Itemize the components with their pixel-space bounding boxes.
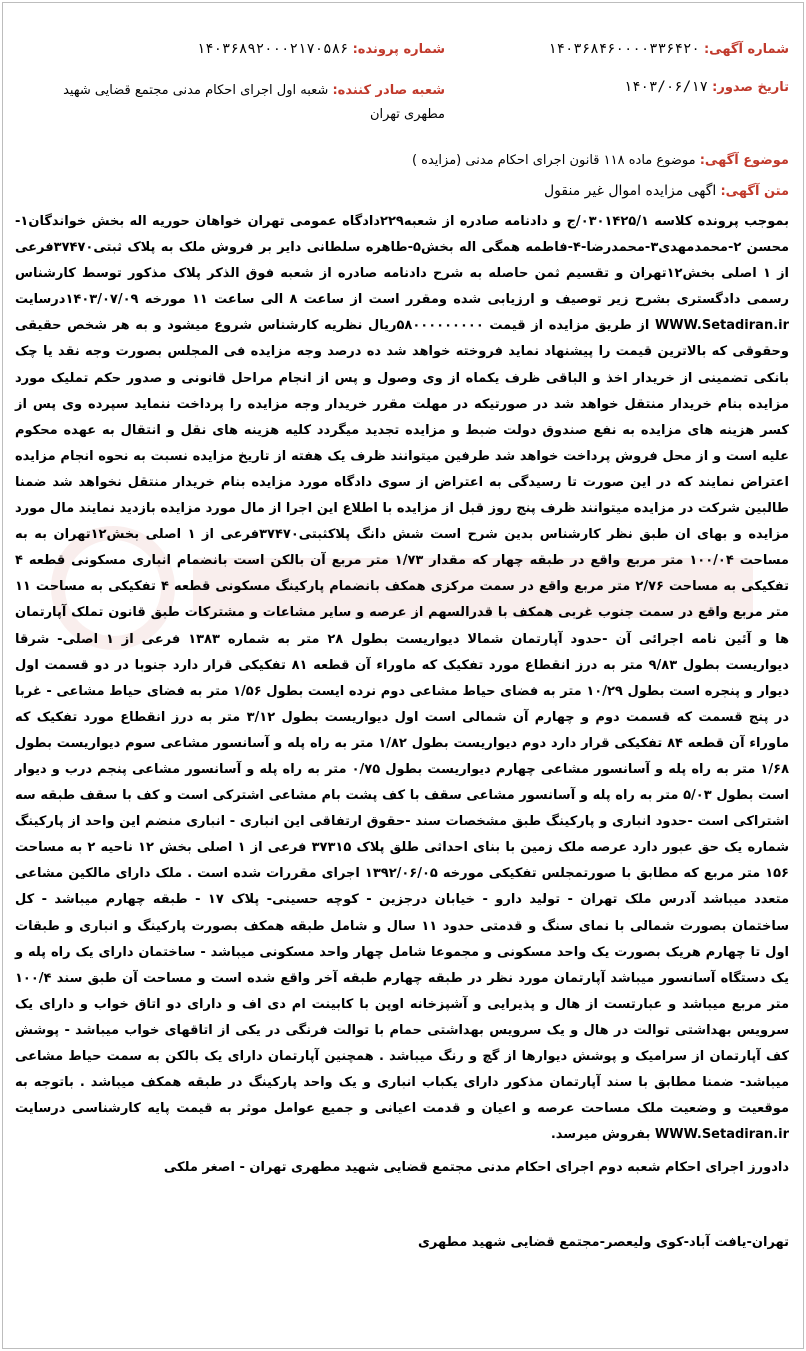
issuing-branch: شعبه اول اجرای احکام مدنی مجتمع قضایی شهید مطهری تهران <box>63 83 445 122</box>
subject-row <box>412 153 789 168</box>
notice-text-row <box>544 183 789 199</box>
notice-number-row <box>548 41 789 57</box>
court-address: تهران-یافت آباد-کوی ولیعصر-مجتمع قضایی شهید مطهری <box>417 1235 789 1250</box>
notice-page <box>2 2 804 1349</box>
notice-number: ۱۴۰۳۶۸۴۶۰۰۰۰۳۳۶۴۲۰ <box>548 41 700 57</box>
notice-title: اگهی مزایده اموال غیر منقول <box>543 183 717 199</box>
issuing-branch-label: شعبه صادر کننده: <box>332 83 445 98</box>
notice-text-label: متن آگهی: <box>720 184 789 199</box>
case-number-label: شماره پرونده: <box>352 42 445 57</box>
notice-body: بموجب پرونده کلاسه ۰۳۰۱۴۲۵/۱/ج و دادنامه صادره از شعبه۲۲۹دادگاه عمومی تهران خواهان حوریه اله بخش خواندگان۱-محسن ۲-محمدمهدی۳-محمدرضا-۴-فاطمه همگی اله بخش۵-طاهره سلطانی دایر بر فروش ملک به پلاک ثبتی۳۷۴۷۰فرعی از ۱ اصلی بخش۱۲تهران و تقسیم ثمن حاصله به شرح دادنامه صادره از شعبه فوق الذکر پلاک مذکور توسط کارشناس رسمی دادگستری بشرح زیر توصیف و ارزیابی شده ومقرر است از ساعت ۸ الی ساعت ۱۱ مورخه ۱۴۰۳/۰۷/۰۹درسایت WWW.Setadiran.ir از طریق مزایده از قیمت ۵۸۰۰۰۰۰۰۰۰۰ریال نظریه کارشناس شروع میشود و به هر شخص حقیقی وحقوقی که بالاترین قیمت را پیشنهاد نماید فروخته خواهد شد ده درصد وجه مزایده فی المجلس بصورت وجه نقد یا چک بانکی تضمینی از خریدار اخذ و الباقی ظرف یکماه از وی وصول و پس از انجام مراحل قانونی و صدور حکم تملیک مورد مزایده بنام خریدار منتقل خواهد شد در صورتیکه در مهلت مقرر خریدار وجه مزایده را پرداخت ننماید سپرده وی پس از کسر هزینه های مزایده به نفع صندوق دولت ضبط و مزایده تجدید میگردد کلیه هزینه های نقل و انتقال به عهده محکوم علیه است و از محل فروش پرداخت خواهد شد طرفین میتوانند ظرف یک هفته از تاریخ مزایده نسبت به نحوه انجام مزایده اعتراض نمایند که در این صورت تا رسیدگی به اعتراض از سوی دادگاه مورد مزایده بنام خریدار منتقل نخواهد شد ضمنا طالبین شرکت در مزایده میتوانند ظرف پنج روز قبل از مزایده با اطلاع این اجرا از مال مورد مزایده بازدید نمایند مال مورد مزایده و بهای ان طبق نظر کارشناس بدین شرح است شش دانگ پلاکثبتی۳۷۴۷۰فرعی از ۱ اصلی بخش۱۲تهران به به مساحت ۱۰۰/۰۴ متر مربع واقع در طبقه چهار که مقدار ۱/۷۳ متر مربع آن بالکن است بانضمام انباری مسکونی قطعه ۴ تفکیکی به مساحت ۲/۷۶ متر مربع واقع در سمت مرکزی همکف بانضمام پارکینگ مسکونی قطعه ۴ تفکیکی به مساحت ۱۱ متر مربع واقع در سمت جنوب غربی همکف با قدرالسهم از عرصه و سایر مشاعات و مشترکات طبق قانون تملک آپارتمان ها و آئین نامه اجرائی آن -حدود آپارتمان شمالا دیواریست بطول ۲۸ متر به شماره ۱۳۸۳ فرعی از ۱ اصلی- شرقا دیواریست بطول ۹/۸۳ متر به درز انقطاع مورد تفکیک که ماوراء آن قطعه ۸۱ تفکیکی قرار دارد جنوبا در دو قسمت اول دیوار و پنجره است بطول ۱۰/۲۹ متر به فضای حیاط مشاعی دوم نرده ایست بطول ۱/۵۶ متر به فضای حیاط مشاعی - غربا در پنج قسمت که قسمت دوم و چهارم آن شمالی است اول دیواریست بطول ۳/۱۲ متر به درز انقطاع مورد تفکیک که ماوراء آن قطعه ۸۴ تفکیکی قرار دارد دوم دیواریست بطول ۱/۸۲ متر به راه پله و آسانسور مشاعی سوم دیواریست بطول ۱/۶۸ متر به راه پله و آسانسور مشاعی چهارم دیواریست بطول ۰/۷۵ متر به راه پله و آسانسور مشاعی پنجم درب و دیوار است بطول ۵/۰۳ متر به راه پله و آسانسور مشاعی سقف با کف پشت بام مشاعی اشترکی است و کف با سقف طبقه سه اشتراکی است -حدود انباری و پارکینگ طبق مشخصات سند -حقوق ارتفاقی این انباری - انباری منضم این واحد از پارکینگ شماره یک حق عبور دارد عرصه ملک زمین با بنای احداثی طلق پلاک ۳۷۳۱۵ فرعی از ۱ اصلی بخش ۱۲ ناحیه ۲ به مساحت ۱۵۶ متر مربع که مطابق با صورتمجلس تفکیکی مورخه ۱۳۹۲/۰۶/۰۵ اجرای مقررات شده است . ملک دارای مالکین مشاعی متعدد میباشد آدرس ملک تهران - تولید دارو - خیابان درجزین - کوچه حسینی- پلاک ۱۷ - طبقه چهارم میباشد - کل ساختمان بصورت شمالی با نمای سنگ و قدمتی حدود ۱۱ سال و شامل طبقه همکف بصورت پارکینگ و انباری و طبقات اول تا چهارم هریک بصورت یک واحد مسکونی و مجموعا شامل چهار واحد مسکونی میباشد - ساختمان دارای یک راه پله و یک دستگاه آسانسور میباشد آپارتمان مورد نظر در طبقه چهارم طبقه آخر واقع شده است و مساحت آن طبق سند ۱۰۰/۴ متر مربع میباشد و عبارتست از هال و پذیرایی و آشپزخانه اوپن با کابینت ام دی اف و دارای دو اتاق خواب و دارای یک سرویس بهداشتی توالت در هال و یک سرویس بهداشتی حمام با توالت فرنگی در یکی از اتاقهای خواب میباشد - پوشش کف آپارتمان از سرامیک و پوشش دیوارها از گچ و رنگ میباشد . همچنین آپارتمان دارای یک بالکن به سمت حیاط مشاعی میباشد- ضمنا مطابق با سند آپارتمان مذکور دارای یکباب انباری و یک واحد پارکینگ در طبقه همکف میباشد . باتوجه به موقعیت و وضعیت ملک مساحت عرصه و اعیان و قدمت اعیانی و جمیع عوامل موثر به قیمت پایه کارشناسی درسایت WWW.Setadiran.ir بفروش میرسد. <box>15 214 790 1143</box>
signature-line: دادورز اجرای احکام شعبه دوم اجرای احکام مدنی مجتمع قضایی شهید مطهری تهران - اصغر ملکی <box>163 1160 789 1175</box>
case-number-row <box>197 41 445 57</box>
subject-label: موضوع آگهی: <box>699 153 789 168</box>
notice-number-label: شماره آگهی: <box>703 42 789 57</box>
case-number: ۱۴۰۳۶۸۹۲۰۰۰۲۱۷۰۵۸۶ <box>196 41 349 57</box>
issue-date: ۱۴۰۳/۰۶/۱۷ <box>623 79 708 95</box>
issuing-branch-row <box>35 79 445 127</box>
issue-date-label: تاریخ صدور: <box>712 80 789 95</box>
subject-value: موضوع ماده ۱۱۸ قانون اجرای احکام مدنی (مزایده ) <box>411 153 696 168</box>
issue-date-row <box>624 79 789 95</box>
